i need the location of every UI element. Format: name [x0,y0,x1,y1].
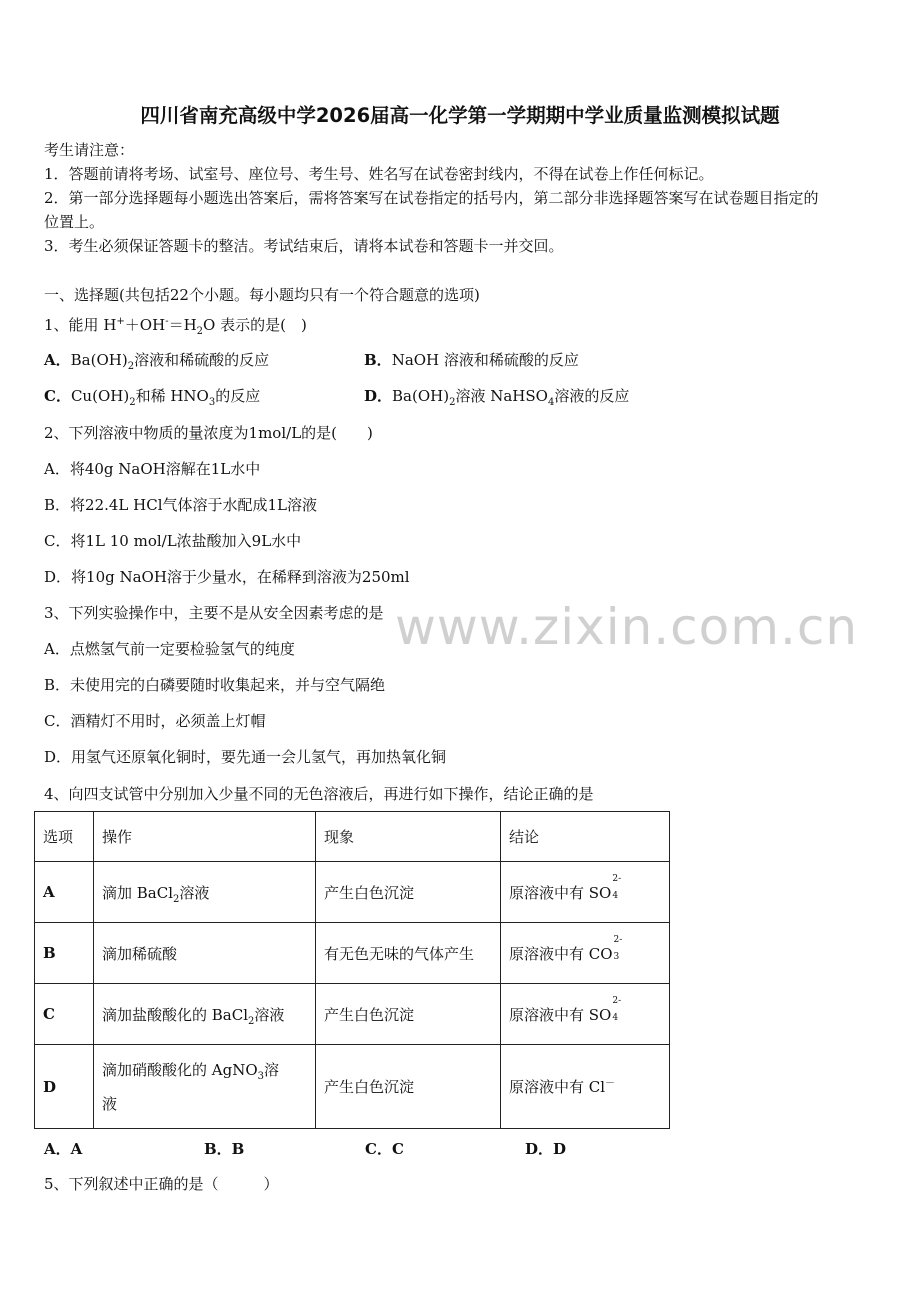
question-3-option-b: B．未使用完的白磷要随时收集起来，并与空气隔绝 [44,676,386,694]
question-3-stem: 3、下列实验操作中，主要不是从安全因素考虑的是 [44,604,384,622]
operation-cell [94,1045,316,1129]
question-3-option-d: D．用氢气还原氧化铜时，要先通一会儿氢气，再加热氧化铜 [44,748,447,766]
question-4-table [34,811,670,1129]
option-cell: C [35,984,94,1045]
subscript: 2 [449,397,456,408]
charge: 2- [612,995,622,1006]
question-2-option-d: D．将10g NaOH溶于少量水，在稀释到溶液为250ml [44,568,410,586]
header-cell: 操作 [94,812,316,862]
subscript: 3 [208,397,216,408]
notice-item-3: 3．考生必须保证答题卡的整洁。考试结束后，请将本试卷和答题卡一并交回。 [44,237,564,255]
subscript: 2 [127,361,135,372]
ion-formula [509,934,623,964]
cell-text: 液 [102,1094,118,1113]
table-row [35,862,670,923]
notice-heading: 考生请注意： [44,141,135,159]
question-3-option-c: C．酒精灯不用时，必须盖上灯帽 [44,712,266,730]
table-header-row [35,812,670,862]
subscript: 4 [547,397,555,408]
subscript: 2 [129,397,136,408]
watermark: www.zixin.com.cn [395,598,859,656]
option-text: Ba(OH) [70,351,128,369]
cell-text: 原溶液中有 SO [509,1005,612,1024]
question-4-stem: 4、向四支试管中分别加入少量不同的无色溶液后，再进行如下操作，结论正确的是 [44,785,594,803]
question-4-answer-d: D．D [525,1140,567,1158]
formula-part: O 表示的是( ) [203,316,307,334]
phenomenon-cell: 产生白色沉淀 [316,862,501,923]
option-text: 和稀 HNO [135,387,209,405]
question-1-stem [44,314,307,335]
option-text: 溶液和稀硫酸的反应 [134,351,270,369]
question-2-option-b: B．将22.4L HCl气体溶于水配成1L溶液 [44,496,318,514]
cell-text: 滴加硝酸酸化的 AgNO [102,1060,258,1079]
subscript: 2 [173,893,180,905]
cell-text: 滴加稀硫酸 [102,944,178,963]
subscript: 3 [613,951,620,962]
question-1-option-c [44,385,260,406]
phenomenon-cell: 有无色无味的气体产生 [316,923,501,984]
subscript: 4 [612,1012,619,1023]
notice-item-2: 2．第一部分选择题每小题选出答案后，需将答案写在试卷指定的括号内，第二部分非选择题答案写在试卷题目指定的 [44,189,819,207]
formula-part: ＋OH [124,316,166,334]
charge: 2- [613,934,623,945]
question-5-stem: 5、下列叙述中正确的是（ ） [44,1175,279,1193]
subscript: 2 [196,326,204,337]
question-1-option-a [44,349,269,370]
option-letter: B． [364,351,392,369]
table-row [35,984,670,1045]
option-text: Ba(OH) [392,387,450,405]
notice-item-2-cont: 位置上。 [44,213,105,231]
notice-item-1: 1．答题前请将考场、试室号、座位号、考生号、姓名写在试卷密封线内，不得在试卷上作任何标记。 [44,165,714,183]
conclusion-cell [501,1045,670,1129]
cell-text: 原溶液中有 Cl [509,1078,606,1096]
question-2-option-a: A．将40g NaOH溶解在1L水中 [44,460,261,478]
option-letter: C． [44,387,71,405]
question-1-option-d [364,385,629,406]
question-4-answer-b: B．B [204,1140,245,1158]
question-number: 1、 [44,316,69,334]
conclusion-cell [501,923,670,984]
conclusion-cell [501,984,670,1045]
option-text: NaOH 溶液和稀硫酸的反应 [391,351,579,369]
header-cell: 现象 [316,812,501,862]
cell-text: 溶 [264,1060,280,1079]
question-1-option-b [364,349,579,370]
formula-part: ＝H [168,316,197,334]
table-row [35,1045,670,1129]
charge: 2- [612,873,622,884]
option-text: 溶液 NaHSO [455,387,548,405]
question-2-stem: 2、下列溶液中物质的量浓度为1mol/L的是( ) [44,424,373,442]
cell-text: 滴加 BaCl [102,883,174,902]
option-letter: A． [44,351,71,369]
cell-text: 溶液 [179,883,210,902]
cell-text: 原溶液中有 SO [509,883,612,902]
header-cell: 结论 [501,812,670,862]
operation-cell [94,984,316,1045]
option-cell: D [35,1045,94,1129]
option-text: 溶液的反应 [554,387,630,405]
option-cell: B [35,923,94,984]
subscript: 2 [248,1015,255,1027]
cell-text: 滴加盐酸酸化的 BaCl [102,1005,249,1024]
conclusion-cell [501,862,670,923]
option-text: Cu(OH) [70,387,130,405]
phenomenon-cell: 产生白色沉淀 [316,1045,501,1129]
cell-text: 原溶液中有 CO [509,944,613,963]
ion-formula [509,873,622,903]
subscript: 4 [612,890,619,901]
table-row [35,923,670,984]
cell-text: 溶液 [254,1005,285,1024]
operation-cell [94,923,316,984]
option-text: 的反应 [215,387,261,405]
page-title: 四川省南充高级中学2026届高一化学第一学期期中学业质量监测模拟试题 [140,104,780,127]
charge: - [165,316,169,327]
section-heading: 一、选择题(共包括22个小题。每小题均只有一个符合题意的选项) [44,286,480,304]
phenomenon-cell: 产生白色沉淀 [316,984,501,1045]
header-cell: 选项 [35,812,94,862]
subscript: 3 [257,1070,265,1082]
question-4-answer-a: A．A [44,1140,83,1158]
option-cell: A [35,862,94,923]
question-4-answer-c: C．C [365,1140,404,1158]
option-letter: D． [364,387,393,405]
operation-cell [94,862,316,923]
charge: + [116,316,125,327]
ion-formula [509,995,622,1025]
question-2-option-c: C．将1L 10 mol/L浓盐酸加入9L水中 [44,532,302,550]
charge: － [605,1078,616,1089]
formula-part: 能用 H [68,316,117,334]
question-3-option-a: A．点燃氢气前一定要检验氢气的纯度 [44,640,295,658]
